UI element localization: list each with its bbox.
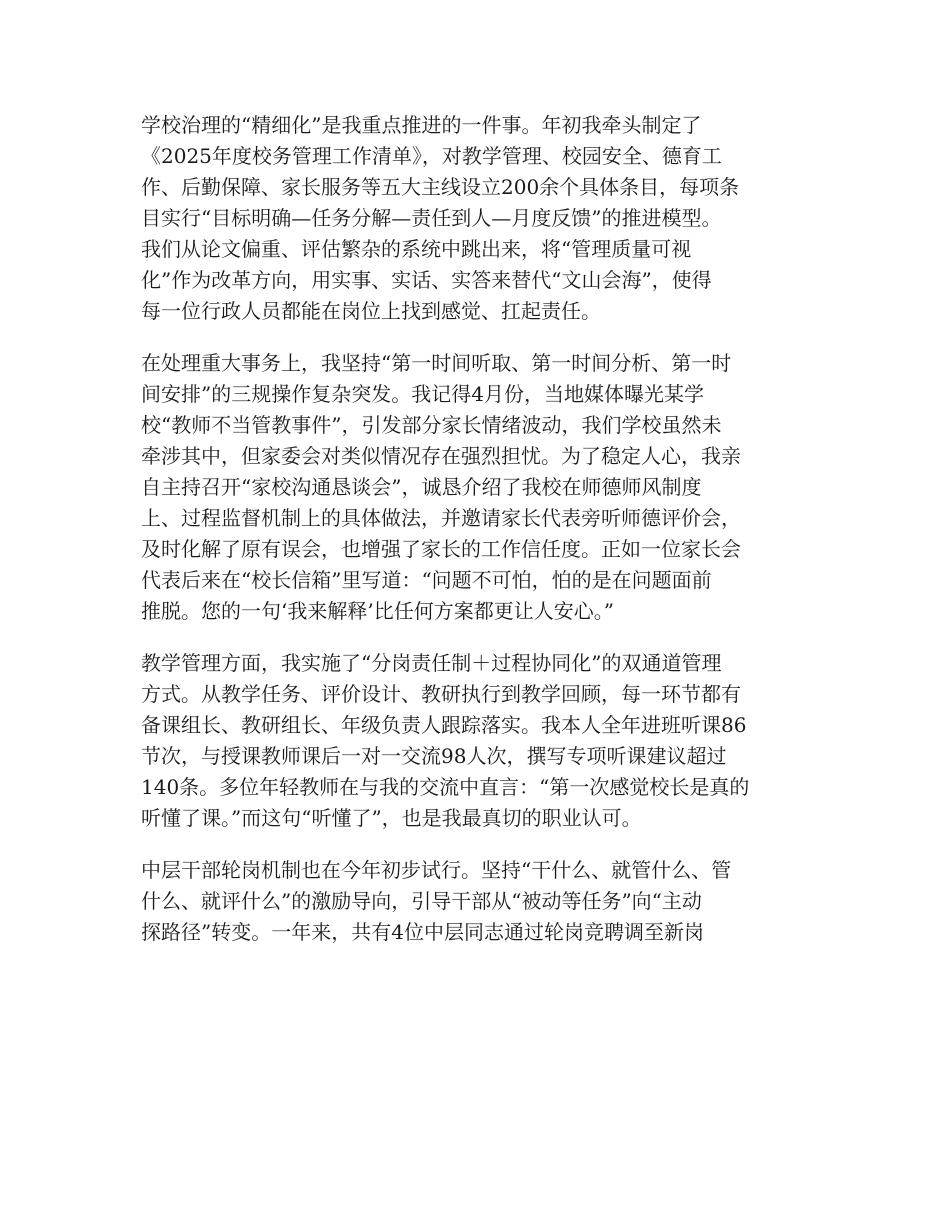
text-line: 代表后来在“校长信箱”里写道：“问题不可怕，怕的是在问题面前 (141, 568, 712, 592)
paragraph-teaching-management (141, 648, 811, 834)
text-line: 方式。从教学任务、评价设计、教研执行到教学回顾，每一环节都有 (141, 682, 741, 706)
text-line: 作、后勤保障、家长服务等五大主线设立200余个具体条目，每项条 (141, 175, 740, 199)
text-line: 听懂了课。”而这句“听懂了”，也是我最真切的职业认可。 (141, 806, 642, 830)
text-line: 什么、就评什么”的激励导向，引导干部从“被动等任务”向“主动 (141, 889, 702, 913)
text-line: 校“教师不当管教事件”，引发部分家长情绪波动，我们学校虽然未 (141, 413, 722, 437)
paragraph-major-affairs (141, 348, 811, 627)
paragraph-school-governance (141, 110, 811, 327)
paragraph-cadre-rotation (141, 855, 811, 948)
text-line: 学校治理的“精细化”是我重点推进的一件事。年初我牵头制定了 (141, 113, 702, 137)
text-line: 《2025年度校务管理工作清单》，对教学管理、校园安全、德育工 (141, 144, 722, 168)
text-line: 上、过程监督机制上的具体做法，并邀请家长代表旁听师德评价会， (141, 506, 741, 530)
text-line: 教学管理方面，我实施了“分岗责任制＋过程协同化”的双通道管理 (141, 651, 722, 675)
text-line: 推脱。您的一句‘我来解释’比任何方案都更让人安心。” (141, 599, 614, 623)
text-line: 自主持召开“家校沟通恳谈会”，诚恳介绍了我校在师德师风制度 (141, 475, 702, 499)
text-line: 我们从论文偏重、评估繁杂的系统中跳出来，将“管理质量可视 (141, 237, 692, 261)
text-line: 及时化解了原有误会，也增强了家长的工作信任度。正如一位家长会 (141, 537, 741, 561)
text-line: 每一位行政人员都能在岗位上找到感觉、扛起责任。 (141, 299, 601, 323)
text-line: 化”作为改革方向，用实事、实话、实答来替代“文山会海”，使得 (141, 268, 712, 292)
text-line: 中层干部轮岗机制也在今年初步试行。坚持“干什么、就管什么、管 (141, 858, 732, 882)
text-line: 牵涉其中，但家委会对类似情况存在强烈担忧。为了稳定人心，我亲 (141, 444, 741, 468)
text-line: 节次，与授课教师课后一对一交流98人次，撰写专项听课建议超过 (141, 744, 727, 768)
text-line: 目实行“目标明确—任务分解—责任到人—月度反馈”的推进模型。 (141, 206, 722, 230)
text-line: 140条。多位年轻教师在与我的交流中直言：“第一次感觉校长是真的 (141, 775, 750, 799)
text-line: 间安排”的三规操作复杂突发。我记得4月份，当地媒体曝光某学 (141, 382, 704, 406)
document-page (141, 110, 811, 969)
text-line: 备课组长、教研组长、年级负责人跟踪落实。我本人全年进班听课86 (141, 713, 747, 737)
text-line: 在处理重大事务上，我坚持“第一时间听取、第一时间分析、第一时 (141, 351, 732, 375)
text-line: 探路径”转变。一年来，共有4位中层同志通过轮岗竞聘调至新岗 (141, 920, 704, 944)
